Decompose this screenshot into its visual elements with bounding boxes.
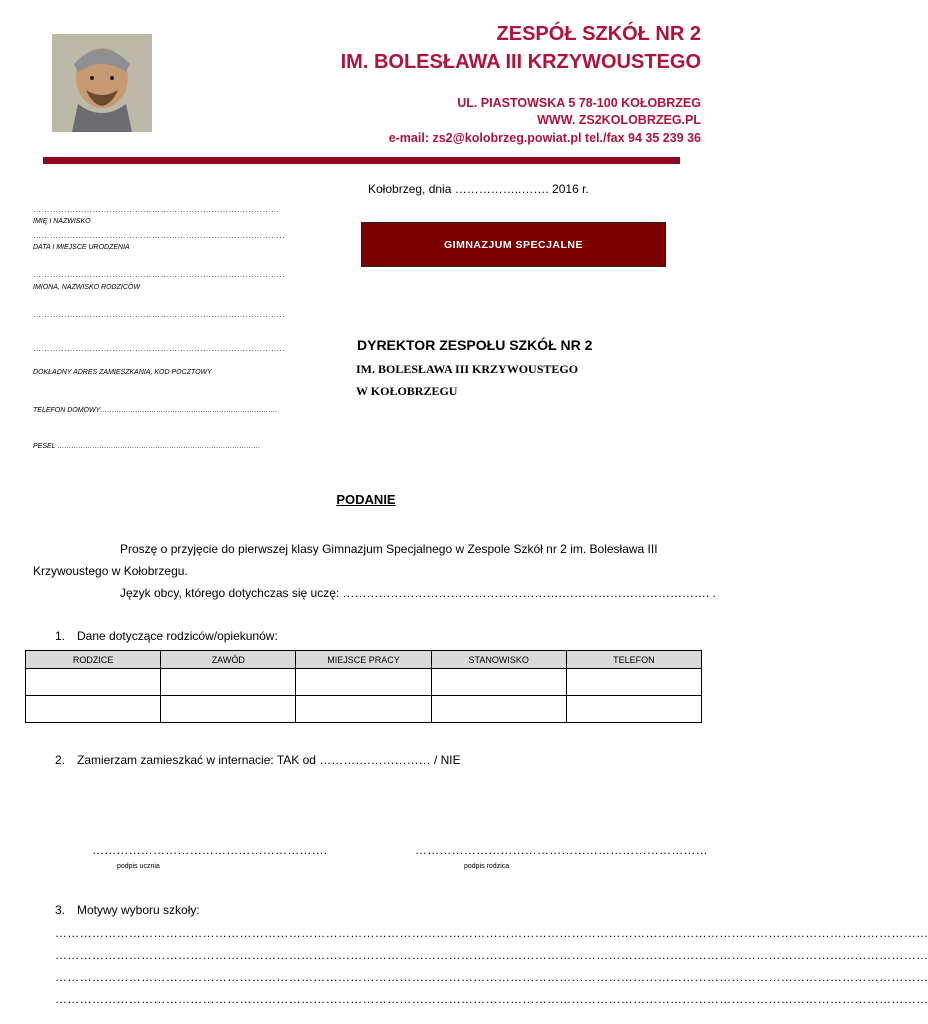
column-header-phone: TELEFON [566,651,701,669]
request-paragraph-line-1: Proszę o przyjęcie do pierwszej klasy Gimnazjum Specjalnego w Zespole Szkół nr 2 im. Bolesława III [120,542,658,556]
birth-label: DATA I MIEJSCE URODZENIA [33,244,130,251]
address-field-line-2[interactable]: …………………………………………………………………………….. [33,344,285,353]
phone-field[interactable]: TELEFON DOMOWY…………………………………………………………………. [33,407,278,414]
section-1-title: Dane dotyczące rodziców/opiekunów: [77,629,278,643]
place-date[interactable]: Kołobrzeg, dnia ……………..……. 2016 r. [368,182,589,196]
foreign-language-field[interactable]: Język obcy, którego dotychczas się uczę: ……………………………………………….………………………………. . [120,586,716,600]
addressee-line-2: IM. BOLESŁAWA III KRZYWOUSTEGO [356,362,579,376]
pesel-field[interactable]: PESEL …………………………………………………………………………… [33,443,261,450]
table-cell[interactable] [431,669,566,696]
column-header-position: STANOWISKO [431,651,566,669]
parents-label: IMIONA, NAZWISKO RODZICÓW [33,284,140,291]
table-cell[interactable] [161,669,296,696]
section-1-number: 1. [55,629,66,643]
patron-portrait [52,34,152,132]
name-label: IMIĘ I NAZWISKO [33,218,91,225]
table-row [26,669,702,696]
school-type-box [361,222,666,267]
request-paragraph-line-2: Krzywoustego w Kołobrzegu. [33,564,188,578]
portrait-image-icon [52,34,152,132]
table-header-row [26,651,702,669]
header-divider [43,157,680,164]
parent-signature-label: podpis rodzica [464,863,510,870]
table-cell[interactable] [566,669,701,696]
parent-signature-line[interactable]: ……………………………………………………………… [415,843,708,857]
column-header-occupation: ZAWÓD [161,651,296,669]
table-cell[interactable] [26,696,161,723]
document-title: PODANIE [336,492,396,507]
motives-line-1[interactable]: …………………………………………………………………………………………………………………………………………………………………………………………… [55,926,928,940]
parents-field-line[interactable]: …………………………………………………………………………….. [33,270,285,279]
addressee-line-3: W KOŁOBRZEGU [356,384,458,398]
table-cell[interactable] [161,696,296,723]
table-cell[interactable] [296,669,431,696]
addressee-line-1: DYREKTOR ZESPOŁU SZKÓŁ NR 2 [357,337,593,353]
school-contact: e-mail: zs2@kolobrzeg.powiat.pl tel./fax 94 35 239 36 [388,131,701,145]
table-cell[interactable] [26,669,161,696]
motives-line-4[interactable]: …………………………………………………………………………………………………………………………………………………………………………………………… [55,992,928,1006]
parents-table [25,650,702,723]
school-website: WWW. ZS2KOLOBRZEG.PL [537,113,701,127]
motives-line-2[interactable]: …………………………………………………………………………………………………………………………………………………………………………………………… [55,948,928,962]
school-patron: IM. BOLESŁAWA III KRZYWOUSTEGO [340,51,701,73]
table-cell[interactable] [431,696,566,723]
address-label: DOKŁADNY ADRES ZAMIESZKANIA, KOD POCZTOWY [33,369,212,376]
name-field-line[interactable]: …………………………………………………………………………… [33,205,280,214]
school-address: UL. PIASTOWSKA 5 78-100 KOŁOBRZEG [457,96,701,110]
column-header-workplace: MIEJSCE PRACY [296,651,431,669]
address-field-line-1[interactable]: …………………………………………………………………………….. [33,310,285,319]
table-cell[interactable] [566,696,701,723]
table-row [26,696,702,723]
student-signature-label: podpis ucznia [117,863,160,870]
table-cell[interactable] [296,696,431,723]
dormitory-field[interactable]: Zamierzam zamieszkać w internacie: TAK od ………….…………… / NIE [77,753,461,767]
student-signature-line[interactable]: …………………………………………………. [92,843,328,857]
section-3-title: Motywy wyboru szkoły: [77,903,200,917]
motives-line-3[interactable]: …………………………………………………………………………………………………………………………………………………………………………………………… [55,970,928,984]
column-header-parents: RODZICE [26,651,161,669]
birth-field-line[interactable]: …………………………………………………………………………….. [33,231,285,240]
school-type-label: GIMNAZJUM SPECJALNE [443,238,583,251]
school-name: ZESPÓŁ SZKÓŁ NR 2 [496,23,701,45]
section-3-number: 3. [55,903,66,917]
section-2-number: 2. [55,753,66,767]
